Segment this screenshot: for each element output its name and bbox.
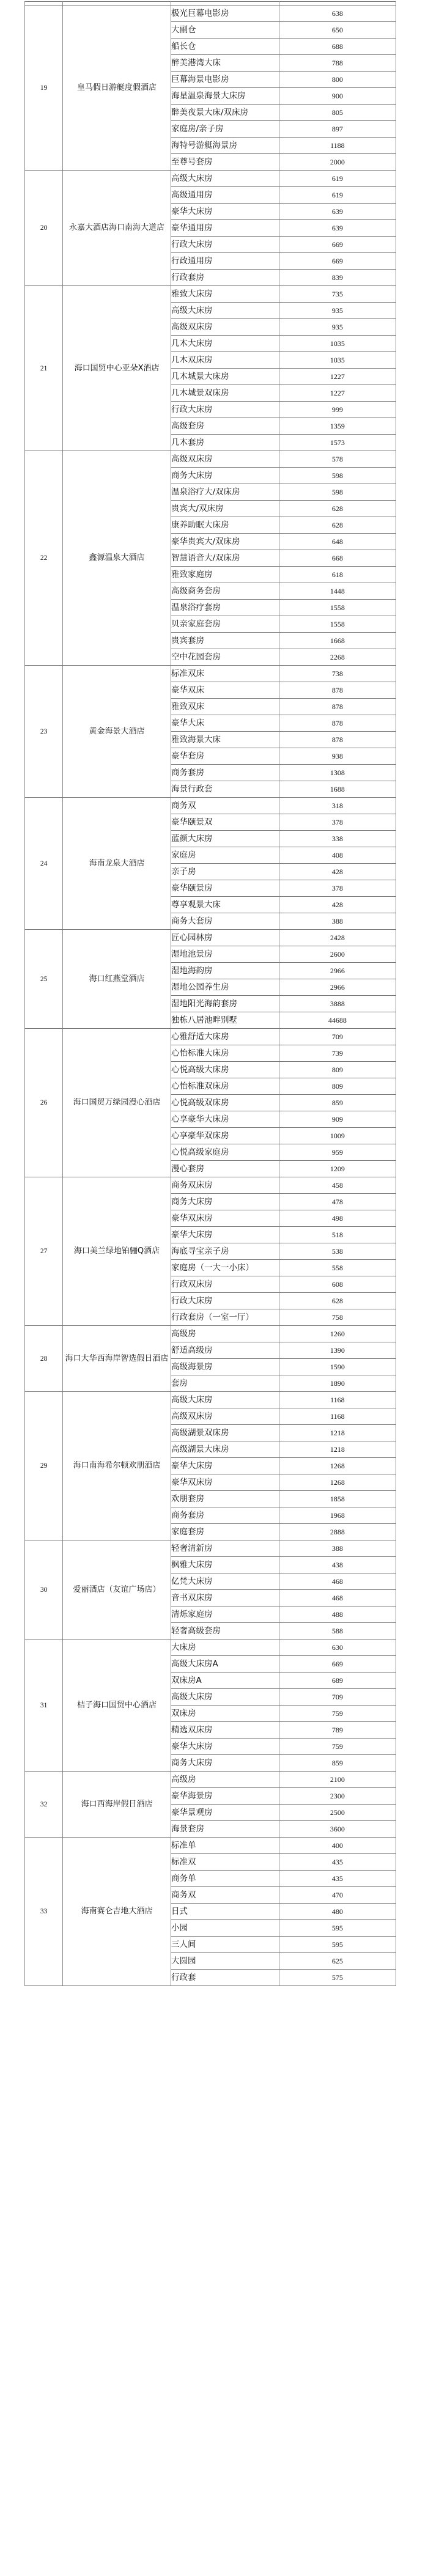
room-type-cell: 舒适高级房 [171, 1342, 279, 1359]
room-type-cell: 高级商务套房 [171, 583, 279, 600]
row-index-cell: 27 [25, 1177, 63, 1326]
room-price-cell: 538 [279, 1243, 396, 1260]
room-price-cell: 435 [279, 1871, 396, 1887]
room-type-cell: 几木大床房 [171, 336, 279, 352]
room-price-cell: 759 [279, 1706, 396, 1722]
room-type-cell: 高级大床房 [171, 1689, 279, 1706]
room-type-cell: 温泉浴疗套房 [171, 600, 279, 616]
room-type-cell: 豪华大床房 [171, 1227, 279, 1243]
room-type-cell: 雅致海景大床 [171, 732, 279, 748]
room-type-cell: 心享豪华双床房 [171, 1128, 279, 1144]
room-price-cell: 709 [279, 1029, 396, 1045]
hotel-name-cell: 海口美兰绿地铂骊Q酒店 [63, 1177, 171, 1326]
room-type-cell: 高级套房 [171, 418, 279, 435]
room-price-cell: 1688 [279, 781, 396, 798]
room-price-cell: 669 [279, 237, 396, 253]
room-type-cell: 轻奢清新房 [171, 1540, 279, 1557]
table-row [25, 1326, 396, 1342]
room-type-cell: 行政双床房 [171, 1276, 279, 1293]
room-price-cell: 938 [279, 748, 396, 765]
room-price-cell: 2428 [279, 930, 396, 946]
room-price-cell: 935 [279, 319, 396, 336]
room-price-cell: 1858 [279, 1491, 396, 1507]
room-type-cell: 海底寻宝亲子房 [171, 1243, 279, 1260]
room-type-cell: 家庭套房 [171, 1524, 279, 1540]
room-type-cell: 海景套房 [171, 1821, 279, 1838]
table-row [25, 1540, 396, 1557]
room-price-cell: 468 [279, 1573, 396, 1590]
room-price-cell: 378 [279, 814, 396, 831]
room-type-cell: 套房 [171, 1375, 279, 1392]
room-price-cell: 669 [279, 1656, 396, 1673]
room-type-cell: 商务大床房 [171, 468, 279, 484]
room-type-cell: 心怡标准大床房 [171, 1045, 279, 1062]
room-type-cell: 匠心园林房 [171, 930, 279, 946]
room-price-cell: 578 [279, 451, 396, 468]
room-price-cell: 650 [279, 22, 396, 39]
room-type-cell: 豪华双床 [171, 682, 279, 699]
room-price-cell: 1035 [279, 336, 396, 352]
room-type-cell: 亿梵大床房 [171, 1573, 279, 1590]
room-type-cell: 心雅舒适大床房 [171, 1029, 279, 1045]
room-type-cell: 心怡标准双床房 [171, 1078, 279, 1095]
table-row [25, 1392, 396, 1408]
room-type-cell: 雅致大床房 [171, 286, 279, 303]
room-type-cell: 轻奢高级套房 [171, 1623, 279, 1639]
room-price-cell: 669 [279, 253, 396, 270]
room-price-cell: 480 [279, 1904, 396, 1920]
room-type-cell: 精选双床房 [171, 1722, 279, 1739]
room-type-cell: 湿地公园养生房 [171, 979, 279, 996]
room-type-cell: 心悦高级大床房 [171, 1062, 279, 1078]
room-price-cell: 608 [279, 1276, 396, 1293]
room-price-cell: 498 [279, 1210, 396, 1227]
row-index-cell: 20 [25, 171, 63, 286]
room-type-cell: 豪华大床房 [171, 1458, 279, 1474]
room-type-cell: 豪华颐景双 [171, 814, 279, 831]
room-price-cell: 859 [279, 1095, 396, 1111]
room-price-cell: 2300 [279, 1788, 396, 1805]
room-type-cell: 商务双 [171, 798, 279, 814]
room-price-cell: 2888 [279, 1524, 396, 1540]
room-price-cell: 625 [279, 1953, 396, 1970]
room-price-cell: 468 [279, 1590, 396, 1606]
room-type-cell: 亲子房 [171, 864, 279, 880]
room-price-cell: 759 [279, 1739, 396, 1755]
hotel-name-cell: 海口西海岸假日酒店 [63, 1772, 171, 1838]
room-price-cell: 809 [279, 1078, 396, 1095]
room-type-cell: 心悦高级家庭房 [171, 1144, 279, 1161]
room-type-cell: 几木双床房 [171, 352, 279, 369]
room-type-cell: 豪华大床房 [171, 204, 279, 220]
room-price-cell: 575 [279, 1970, 396, 1986]
room-type-cell: 商务套房 [171, 765, 279, 781]
room-type-cell: 船长仓 [171, 39, 279, 55]
table-row [25, 666, 396, 682]
room-type-cell: 高级大床房 [171, 1392, 279, 1408]
room-type-cell: 商务双 [171, 1887, 279, 1904]
room-price-cell: 318 [279, 798, 396, 814]
room-price-cell: 2966 [279, 979, 396, 996]
room-price-cell: 1668 [279, 633, 396, 649]
room-price-cell: 1268 [279, 1474, 396, 1491]
room-type-cell: 豪华海景房 [171, 1788, 279, 1805]
room-price-cell: 688 [279, 39, 396, 55]
room-type-cell: 巨幕海景电影房 [171, 72, 279, 88]
room-type-cell: 豪华大床 [171, 715, 279, 732]
room-type-cell: 高级湖景双床房 [171, 1425, 279, 1441]
table-row [25, 286, 396, 303]
room-price-cell: 435 [279, 1854, 396, 1871]
row-index-cell: 23 [25, 666, 63, 798]
room-price-cell: 1168 [279, 1408, 396, 1425]
room-price-cell: 408 [279, 847, 396, 864]
room-price-cell: 470 [279, 1887, 396, 1904]
room-price-cell: 735 [279, 286, 396, 303]
room-type-cell: 欢朋套房 [171, 1491, 279, 1507]
room-type-cell: 大圆园 [171, 1953, 279, 1970]
room-type-cell: 心悦高级双床房 [171, 1095, 279, 1111]
hotel-name-cell: 海口国贸中心亚朵X酒店 [63, 286, 171, 451]
row-index-cell: 28 [25, 1326, 63, 1392]
room-price-cell: 689 [279, 1673, 396, 1689]
room-type-cell: 家庭房/亲子房 [171, 121, 279, 138]
room-type-cell: 商务双床房 [171, 1177, 279, 1194]
room-price-cell: 1260 [279, 1326, 396, 1342]
room-type-cell: 标准双床 [171, 666, 279, 682]
room-type-cell: 高级房 [171, 1772, 279, 1788]
room-price-cell: 1168 [279, 1392, 396, 1408]
room-price-cell: 878 [279, 682, 396, 699]
room-price-cell: 2100 [279, 1772, 396, 1788]
room-type-cell: 家庭房（一大一小床） [171, 1260, 279, 1276]
room-type-cell: 双床房 [171, 1706, 279, 1722]
room-price-cell: 878 [279, 732, 396, 748]
room-type-cell: 高级大床房A [171, 1656, 279, 1673]
room-type-cell: 高级湖景大床房 [171, 1441, 279, 1458]
room-type-cell: 湿地海韵房 [171, 963, 279, 979]
room-price-cell: 809 [279, 1062, 396, 1078]
room-price-cell: 1968 [279, 1507, 396, 1524]
room-type-cell: 家庭房 [171, 847, 279, 864]
room-price-cell: 639 [279, 204, 396, 220]
room-type-cell: 高级通用房 [171, 187, 279, 204]
room-price-cell: 378 [279, 880, 396, 897]
room-price-cell: 878 [279, 699, 396, 715]
room-type-cell: 大副仓 [171, 22, 279, 39]
hotel-name-cell: 海南赛仑吉地大酒店 [63, 1838, 171, 1986]
room-type-cell: 醉美港湾大床 [171, 55, 279, 72]
room-type-cell: 豪华双床房 [171, 1210, 279, 1227]
hotel-price-table [24, 1, 396, 1986]
room-price-cell: 1590 [279, 1359, 396, 1375]
room-price-cell: 709 [279, 1689, 396, 1706]
room-type-cell: 行政套 [171, 1970, 279, 1986]
room-type-cell: 空中花园套房 [171, 649, 279, 666]
room-price-cell: 428 [279, 864, 396, 880]
room-price-cell: 800 [279, 72, 396, 88]
room-type-cell: 行政大床房 [171, 237, 279, 253]
room-price-cell: 1573 [279, 435, 396, 451]
room-type-cell: 高级大床房 [171, 303, 279, 319]
hotel-name-cell: 永嘉大酒店海口南海大道店 [63, 171, 171, 286]
row-index-cell: 25 [25, 930, 63, 1029]
room-type-cell: 几木城景大床房 [171, 369, 279, 385]
hotel-name-cell: 黄金海景大酒店 [63, 666, 171, 798]
table-row [25, 798, 396, 814]
room-price-cell: 595 [279, 1937, 396, 1953]
room-price-cell: 805 [279, 105, 396, 121]
room-type-cell: 清烁家庭房 [171, 1606, 279, 1623]
room-price-cell: 388 [279, 1540, 396, 1557]
room-price-cell: 909 [279, 1111, 396, 1128]
room-type-cell: 温泉浴疗大/双床房 [171, 484, 279, 501]
room-price-cell: 959 [279, 1144, 396, 1161]
row-index-cell: 30 [25, 1540, 63, 1639]
room-price-cell: 478 [279, 1194, 396, 1210]
room-price-cell: 739 [279, 1045, 396, 1062]
room-price-cell: 1009 [279, 1128, 396, 1144]
room-type-cell: 几木城景双床房 [171, 385, 279, 402]
room-price-cell: 44688 [279, 1012, 396, 1029]
room-price-cell: 1035 [279, 352, 396, 369]
table-row [25, 6, 396, 22]
room-price-cell: 1390 [279, 1342, 396, 1359]
room-type-cell: 豪华景观房 [171, 1805, 279, 1821]
room-type-cell: 大床房 [171, 1639, 279, 1656]
room-price-cell: 1268 [279, 1458, 396, 1474]
room-price-cell: 839 [279, 270, 396, 286]
room-type-cell: 枫雅大床房 [171, 1557, 279, 1573]
room-price-cell: 859 [279, 1755, 396, 1772]
row-index-cell: 26 [25, 1029, 63, 1177]
room-price-cell: 738 [279, 666, 396, 682]
room-price-cell: 595 [279, 1920, 396, 1937]
row-index-cell: 31 [25, 1639, 63, 1772]
table-row [25, 1029, 396, 1045]
room-price-cell: 1227 [279, 385, 396, 402]
room-type-cell: 商务大套房 [171, 913, 279, 930]
room-price-cell: 639 [279, 220, 396, 237]
room-type-cell: 湿地池景房 [171, 946, 279, 963]
room-price-cell: 900 [279, 88, 396, 105]
room-type-cell: 商务大床房 [171, 1755, 279, 1772]
room-price-cell: 558 [279, 1260, 396, 1276]
room-type-cell: 高级双床房 [171, 451, 279, 468]
table-row [25, 1177, 396, 1194]
hotel-name-cell: 海口红燕堂酒店 [63, 930, 171, 1029]
room-price-cell: 400 [279, 1838, 396, 1854]
room-price-cell: 999 [279, 402, 396, 418]
room-price-cell: 1218 [279, 1425, 396, 1441]
room-price-cell: 458 [279, 1177, 396, 1194]
room-price-cell: 1218 [279, 1441, 396, 1458]
room-type-cell: 尊享观景大床 [171, 897, 279, 913]
hotel-name-cell: 皇马假日游艇度假酒店 [63, 6, 171, 171]
table-row [25, 171, 396, 187]
room-type-cell: 标准单 [171, 1838, 279, 1854]
row-index-cell: 21 [25, 286, 63, 451]
room-price-cell: 1359 [279, 418, 396, 435]
hotel-name-cell: 桔子海口国贸中心酒店 [63, 1639, 171, 1772]
table-row [25, 1772, 396, 1788]
room-type-cell: 行政大床房 [171, 1293, 279, 1309]
row-index-cell: 29 [25, 1392, 63, 1540]
room-price-cell: 2600 [279, 946, 396, 963]
room-type-cell: 高级双床房 [171, 1408, 279, 1425]
room-price-cell: 428 [279, 897, 396, 913]
room-price-cell: 1308 [279, 765, 396, 781]
room-price-cell: 598 [279, 468, 396, 484]
room-type-cell: 小园 [171, 1920, 279, 1937]
room-price-cell: 488 [279, 1606, 396, 1623]
room-price-cell: 1227 [279, 369, 396, 385]
room-price-cell: 788 [279, 55, 396, 72]
room-price-cell: 598 [279, 484, 396, 501]
room-price-cell: 388 [279, 913, 396, 930]
room-price-cell: 758 [279, 1309, 396, 1326]
room-type-cell: 豪华通用房 [171, 220, 279, 237]
room-type-cell: 醉美夜景大床/双床房 [171, 105, 279, 121]
room-price-cell: 2000 [279, 154, 396, 171]
room-price-cell: 1448 [279, 583, 396, 600]
row-index-cell: 33 [25, 1838, 63, 1986]
room-price-cell: 789 [279, 1722, 396, 1739]
room-price-cell: 668 [279, 550, 396, 567]
room-type-cell: 豪华双床房 [171, 1474, 279, 1491]
room-price-cell: 619 [279, 171, 396, 187]
room-type-cell: 心享豪华大床房 [171, 1111, 279, 1128]
room-price-cell: 648 [279, 534, 396, 550]
hotel-name-cell: 鑫源温泉大酒店 [63, 451, 171, 666]
room-type-cell: 豪华大床房 [171, 1739, 279, 1755]
room-type-cell: 高级大床房 [171, 171, 279, 187]
hotel-name-cell: 海口大华西海岸智选假日酒店 [63, 1326, 171, 1392]
room-type-cell: 标准双 [171, 1854, 279, 1871]
room-type-cell: 商务套房 [171, 1507, 279, 1524]
room-type-cell: 雅致双床 [171, 699, 279, 715]
room-price-cell: 1890 [279, 1375, 396, 1392]
room-type-cell: 贝亲家庭套房 [171, 616, 279, 633]
room-price-cell: 1558 [279, 600, 396, 616]
table-row [25, 1639, 396, 1656]
room-price-cell: 1558 [279, 616, 396, 633]
room-type-cell: 双床房A [171, 1673, 279, 1689]
room-type-cell: 行政套房 [171, 270, 279, 286]
room-type-cell: 高级房 [171, 1326, 279, 1342]
row-index-cell: 22 [25, 451, 63, 666]
row-index-cell: 32 [25, 1772, 63, 1838]
room-price-cell: 1188 [279, 138, 396, 154]
room-price-cell: 618 [279, 567, 396, 583]
room-type-cell: 豪华贵宾大/双床房 [171, 534, 279, 550]
room-type-cell: 漫心套房 [171, 1161, 279, 1177]
room-price-cell: 3600 [279, 1821, 396, 1838]
room-price-cell: 3888 [279, 996, 396, 1012]
room-price-cell: 630 [279, 1639, 396, 1656]
table-row [25, 451, 396, 468]
room-price-cell: 2268 [279, 649, 396, 666]
room-price-cell: 628 [279, 1293, 396, 1309]
room-type-cell: 商务单 [171, 1871, 279, 1887]
room-type-cell: 豪华套房 [171, 748, 279, 765]
table-row [25, 930, 396, 946]
room-price-cell: 638 [279, 6, 396, 22]
room-type-cell: 豪华颐景房 [171, 880, 279, 897]
room-type-cell: 商务大床房 [171, 1194, 279, 1210]
room-type-cell: 康养助眠大床房 [171, 517, 279, 534]
room-type-cell: 海星温泉海景大床房 [171, 88, 279, 105]
room-type-cell: 几木套房 [171, 435, 279, 451]
room-type-cell: 贵宾大/双床房 [171, 501, 279, 517]
room-price-cell: 619 [279, 187, 396, 204]
room-type-cell: 高级海景房 [171, 1359, 279, 1375]
room-type-cell: 行政套房（一室一厅） [171, 1309, 279, 1326]
room-type-cell: 高级双床房 [171, 319, 279, 336]
table-row [25, 1838, 396, 1854]
hotel-name-cell: 海口南海希尔顿欢朋酒店 [63, 1392, 171, 1540]
room-type-cell: 行政大床房 [171, 402, 279, 418]
row-index-cell: 24 [25, 798, 63, 930]
room-type-cell: 蓝颜大床房 [171, 831, 279, 847]
room-type-cell: 独栋八居池畔别墅 [171, 1012, 279, 1029]
room-type-cell: 至尊号套房 [171, 154, 279, 171]
room-type-cell: 贵宾套房 [171, 633, 279, 649]
room-price-cell: 588 [279, 1623, 396, 1639]
row-index-cell: 19 [25, 6, 63, 171]
room-type-cell: 行政通用房 [171, 253, 279, 270]
room-type-cell: 海特号游艇海景房 [171, 138, 279, 154]
room-type-cell: 三人间 [171, 1937, 279, 1953]
room-price-cell: 338 [279, 831, 396, 847]
room-price-cell: 438 [279, 1557, 396, 1573]
room-type-cell: 日式 [171, 1904, 279, 1920]
room-price-cell: 628 [279, 501, 396, 517]
room-price-cell: 878 [279, 715, 396, 732]
room-price-cell: 1209 [279, 1161, 396, 1177]
room-price-cell: 518 [279, 1227, 396, 1243]
room-price-cell: 2966 [279, 963, 396, 979]
room-type-cell: 雅致家庭房 [171, 567, 279, 583]
room-type-cell: 音书双床房 [171, 1590, 279, 1606]
room-price-cell: 935 [279, 303, 396, 319]
room-price-cell: 897 [279, 121, 396, 138]
hotel-name-cell: 爱丽酒店（友谊广场店） [63, 1540, 171, 1639]
room-type-cell: 极光巨幕电影房 [171, 6, 279, 22]
room-type-cell: 湿地阳光海韵套房 [171, 996, 279, 1012]
hotel-name-cell: 海口国贸万绿园漫心酒店 [63, 1029, 171, 1177]
room-price-cell: 2500 [279, 1805, 396, 1821]
room-price-cell: 628 [279, 517, 396, 534]
room-type-cell: 智慧语音大/双床房 [171, 550, 279, 567]
hotel-name-cell: 海南龙泉大酒店 [63, 798, 171, 930]
room-type-cell: 海景行政套 [171, 781, 279, 798]
